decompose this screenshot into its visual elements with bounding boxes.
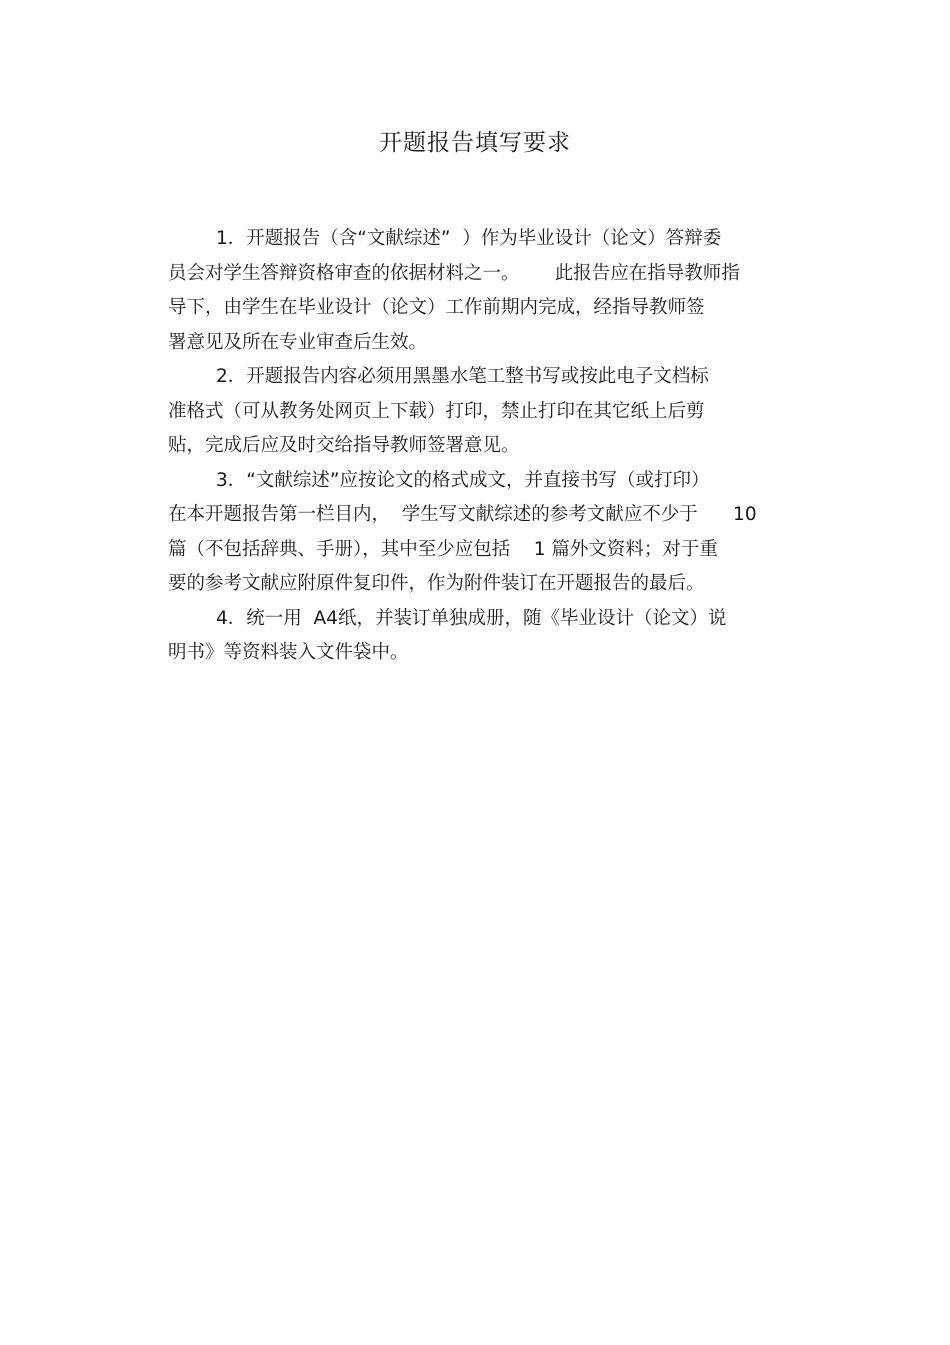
paragraph-1-line-4: 署意见及所在专业审查后生效。 — [168, 331, 428, 353]
paragraph-3-line-2: 在本开题报告第一栏目内， 学生写文献综述的参考文献应不少于 10 — [168, 504, 757, 525]
paragraph-1-line-1: 1．开题报告（含“文献综述” ）作为毕业设计（论文）答辩委 — [216, 228, 722, 249]
paragraph-4-line-1: 4．统一用 A4纸，并装订单独成册，随《毕业设计（论文）说 — [216, 607, 727, 629]
paragraph-3-line-4: 要的参考文献应附原件复印件，作为附件装订在开题报告的最后。 — [168, 573, 705, 594]
paragraph-2-line-2: 准格式（可从教务处网页上下载）打印，禁止打印在其它纸上后剪 — [168, 400, 705, 422]
paragraph-1-line-3: 导下，由学生在毕业设计（论文）工作前期内完成，经指导教师签 — [168, 297, 705, 318]
paragraph-1-line-2: 员会对学生答辩资格审查的依据材料之一。 此报告应在指导教师指 — [168, 262, 740, 284]
paragraph-2-line-3: 贴，完成后应及时交给指导教师签署意见。 — [168, 435, 520, 456]
paragraph-4-line-2: 明书》等资料装入文件袋中。 — [168, 642, 409, 663]
requirements-body — [168, 222, 828, 671]
page-title: 开题报告填写要求 — [379, 130, 571, 156]
paragraph-2-line-1: 2．开题报告内容必须用黑墨水笔工整书写或按此电子文档标 — [216, 366, 709, 387]
paragraph-3-line-1: 3．“文献综述”应按论文的格式成文，并直接书写（或打印） — [216, 469, 710, 491]
paragraph-3-line-3: 篇（不包括辞典、手册），其中至少应包括 1 篇外文资料；对于重 — [168, 538, 718, 560]
